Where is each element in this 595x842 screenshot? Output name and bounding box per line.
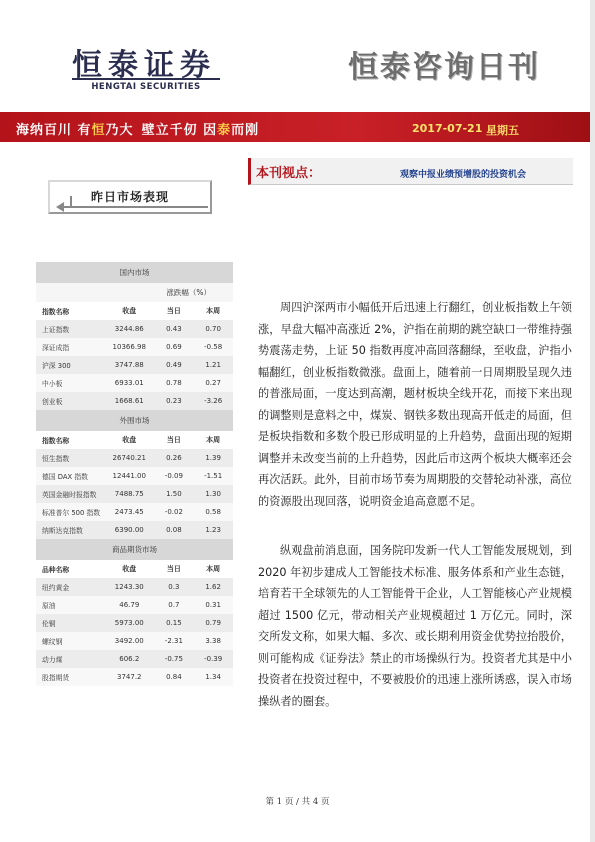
table-cell: 创业板 bbox=[42, 398, 63, 406]
table-cell: -0.39 bbox=[204, 655, 223, 663]
table-cell: 1.39 bbox=[205, 454, 221, 462]
slogan-part: 乃大 bbox=[105, 123, 134, 138]
slogan-part: 而刚 bbox=[231, 123, 260, 138]
table-cell: 10366.98 bbox=[112, 343, 146, 351]
table-cell: 0.49 bbox=[166, 361, 182, 369]
table-cell: 6390.00 bbox=[114, 526, 144, 534]
table-row bbox=[36, 578, 233, 596]
table-cell: 上证指数 bbox=[42, 326, 70, 334]
table-cell: -3.26 bbox=[204, 397, 223, 405]
commentary-paragraph-1: 周四沪深两市小幅低开后迅速上行翻红，创业板指数上午领涨，早盘大幅冲高涨近 2%，沪指在前期的跳空缺口一带维持强势震荡走势，上证 50 指数再度冲高回落翻绿，至收盘，沪指小幅翻红，创业板指数微涨。盘面上，随着前一日周期股呈现久违的普涨局面，一度达到高潮，题材板块全线开花，而接下来出现的调整则是意料之中，煤炭、钢铁多数出现高开低走的局面，但是板块指数和多数个股已形成明显的上升趋势，盘面出现的短期调整并未改变当前的上升趋势，因此后市这两个板块大概率还会再次活跃。此外，目前市场节奏为周期股的交替轮动补涨，高位的资源股出现回落，说明资金追高意愿不足。 bbox=[258, 301, 572, 508]
table-cell: 1668.61 bbox=[114, 397, 144, 405]
table-cell: 0.84 bbox=[166, 673, 182, 681]
header-cell: 收盘 bbox=[122, 565, 137, 573]
header-cell: 收盘 bbox=[122, 307, 137, 315]
futures-header-row bbox=[36, 560, 233, 578]
section-arrow-stem bbox=[70, 196, 72, 206]
table-cell: 1243.30 bbox=[114, 583, 144, 591]
table-row bbox=[36, 503, 233, 521]
table-cell: 1.23 bbox=[205, 526, 221, 534]
table-cell: 纳斯达克指数 bbox=[42, 527, 83, 535]
table-cell: -0.58 bbox=[204, 343, 223, 351]
table-cell: 0.15 bbox=[166, 619, 182, 627]
table-row bbox=[36, 392, 233, 410]
table-cell: 0.58 bbox=[205, 508, 221, 516]
table-row bbox=[36, 320, 233, 338]
table-cell: 0.08 bbox=[166, 526, 182, 534]
table-cell: 0.43 bbox=[166, 325, 182, 333]
table-cell: 0.3 bbox=[168, 583, 180, 591]
focus-label: 本刊视点： bbox=[256, 166, 322, 181]
header-cell: 品种名称 bbox=[42, 566, 70, 574]
table-cell: -0.02 bbox=[164, 508, 183, 516]
table-cell: 0.79 bbox=[205, 619, 221, 627]
header-cell: 当日 bbox=[166, 436, 181, 444]
header-cell: 本周 bbox=[206, 307, 221, 315]
table-cell: 原油 bbox=[42, 602, 56, 610]
table-cell: -1.51 bbox=[204, 472, 223, 480]
table-cell: -0.09 bbox=[164, 472, 183, 480]
table-row bbox=[36, 650, 233, 668]
table-row bbox=[36, 668, 233, 686]
table-cell: 1.30 bbox=[205, 490, 221, 498]
table-cell: 0.7 bbox=[168, 601, 180, 609]
table-cell: 螺纹钢 bbox=[42, 638, 63, 646]
slogan bbox=[16, 119, 259, 138]
arrow-left-icon bbox=[56, 202, 64, 212]
header-cell: 当日 bbox=[166, 565, 181, 573]
header-cell: 指数名称 bbox=[42, 437, 70, 445]
domestic-header-row bbox=[36, 302, 233, 320]
table-cell: 0.69 bbox=[166, 343, 182, 351]
table-cell: 0.70 bbox=[205, 325, 221, 333]
table-cell: 3492.00 bbox=[114, 637, 144, 645]
table-row bbox=[36, 614, 233, 632]
table-cell: 3244.86 bbox=[114, 325, 144, 333]
section-title: 昨日市场表现 bbox=[90, 190, 169, 204]
unit-label: 涨跌幅（%） bbox=[36, 283, 233, 302]
table-cell: 6933.01 bbox=[114, 379, 144, 387]
table-cell: 12441.00 bbox=[112, 472, 146, 480]
table-row bbox=[36, 356, 233, 374]
section-arrow-line bbox=[58, 206, 208, 208]
foreign-header-row bbox=[36, 431, 233, 449]
table-cell: 1.50 bbox=[166, 490, 182, 498]
table-cell: 0.31 bbox=[205, 601, 221, 609]
table-cell: 中小板 bbox=[42, 380, 63, 388]
table-cell: 3.38 bbox=[205, 637, 221, 645]
page-number: 第 1 页 / 共 4 页 bbox=[265, 797, 330, 807]
table-cell: 0.27 bbox=[205, 379, 221, 387]
table-cell: -2.31 bbox=[164, 637, 183, 645]
table-cell: 5973.00 bbox=[114, 619, 144, 627]
table-cell: 3747.88 bbox=[114, 361, 144, 369]
table-row bbox=[36, 632, 233, 650]
header-cell: 收盘 bbox=[122, 436, 137, 444]
header-cell: 指数名称 bbox=[42, 308, 70, 316]
table-cell: 深证成指 bbox=[42, 344, 70, 352]
table-cell: 股指期货 bbox=[42, 674, 70, 682]
foreign-market-title: 外围市场 bbox=[36, 410, 233, 431]
slogan-part: 壁立千仞 因 bbox=[141, 123, 218, 138]
header-cell: 本周 bbox=[206, 565, 221, 573]
table-cell: 标准普尔 500 指数 bbox=[42, 509, 101, 517]
table-cell: 0.78 bbox=[166, 379, 182, 387]
commentary-paragraph-2: 纵观盘前消息面，国务院印发新一代人工智能发展规划，到 2020 年初步建成人工智能技术标准、服务体系和产业生态链，培育若干全球领先的人工智能骨干企业，人工智能核心产业规模超过 1500 亿元，带动相关产业规模超过 1 万亿元。同时，深交所发文称，如果大幅、多次、或长期利用资金优势拉抬股价，则可能构成《证券法》禁止的市场操纵行为。投资者尤其是中小投资者在投资过程中，不要被股价的迅速上涨所诱惑，误入市场操纵者的圈套。 bbox=[258, 544, 572, 708]
company-logo: 恒泰证券 bbox=[72, 48, 216, 83]
table-cell: 沪深 300 bbox=[42, 362, 71, 370]
table-cell: 伦铜 bbox=[42, 620, 56, 628]
table-cell: 英国金融时报指数 bbox=[42, 491, 97, 499]
market-table bbox=[36, 262, 233, 686]
table-cell: 26740.21 bbox=[112, 454, 146, 462]
domestic-market-title: 国内市场 bbox=[36, 262, 233, 283]
table-cell: 7488.75 bbox=[114, 490, 144, 498]
table-cell: 动力煤 bbox=[42, 656, 63, 664]
table-row bbox=[36, 467, 233, 485]
header-cell: 本周 bbox=[206, 436, 221, 444]
page-edge-shadow bbox=[590, 0, 595, 842]
table-cell: 46.79 bbox=[119, 601, 140, 609]
table-cell: 0.26 bbox=[166, 454, 182, 462]
issue-weekday: 星期五 bbox=[486, 124, 519, 137]
table-cell: 2473.45 bbox=[114, 508, 144, 516]
company-logo-subtitle: HENGTAI SECURITIES bbox=[72, 78, 220, 92]
table-cell: 1.34 bbox=[205, 673, 221, 681]
journal-title: 恒泰咨询日刊 bbox=[348, 50, 540, 85]
futures-market-title: 商品期货市场 bbox=[36, 539, 233, 560]
table-cell: 0.23 bbox=[166, 397, 182, 405]
table-row bbox=[36, 449, 233, 467]
table-cell: 1.62 bbox=[205, 583, 221, 591]
table-cell: 3747.2 bbox=[117, 673, 142, 681]
table-row bbox=[36, 485, 233, 503]
slogan-part: 恒 bbox=[91, 123, 106, 138]
issue-date: 2017-07-21 bbox=[412, 122, 483, 135]
focus-topic: 观察中报业绩预增股的投资机会 bbox=[400, 170, 527, 180]
table-cell: 纽约黄金 bbox=[42, 584, 70, 592]
table-row bbox=[36, 338, 233, 356]
slogan-part: 海纳百川 有 bbox=[16, 123, 92, 138]
table-row bbox=[36, 521, 233, 539]
table-cell: 恒生指数 bbox=[42, 455, 70, 463]
slogan-part: 泰 bbox=[217, 123, 232, 138]
header-cell: 当日 bbox=[166, 307, 181, 315]
table-cell: -0.75 bbox=[164, 655, 183, 663]
table-cell: 606.2 bbox=[119, 655, 140, 663]
table-row bbox=[36, 374, 233, 392]
table-cell: 1.21 bbox=[205, 361, 221, 369]
table-cell: 德国 DAX 指数 bbox=[42, 473, 88, 481]
table-row bbox=[36, 596, 233, 614]
